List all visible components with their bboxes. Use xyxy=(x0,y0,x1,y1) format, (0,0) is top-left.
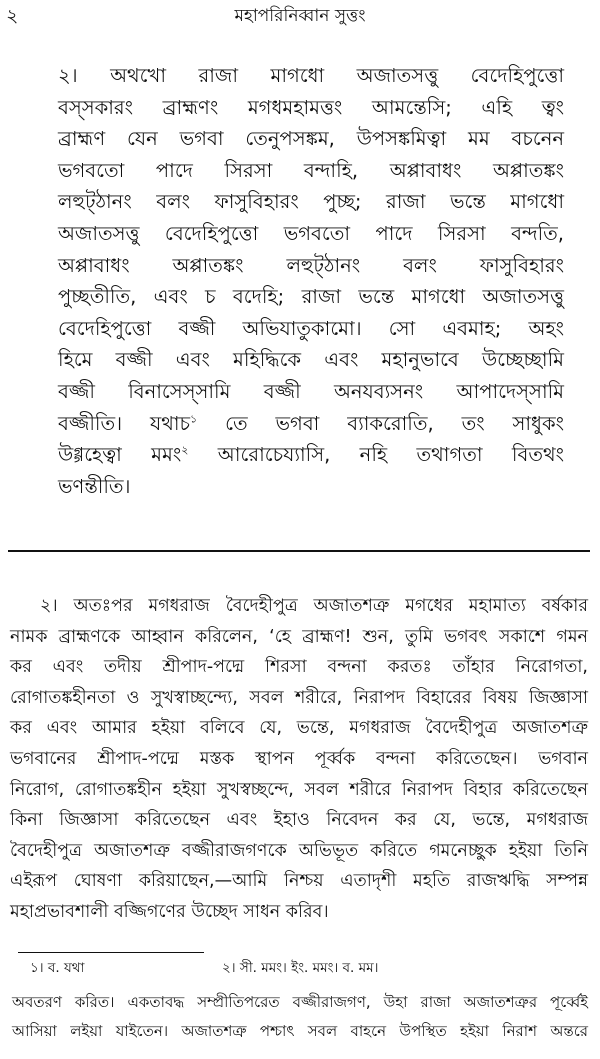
pali-line-with-footnote-1 xyxy=(58,408,564,440)
pali-line: পুচ্ছতীতি, এবং চ বদেহি; রাজা ভন্তে মাগধো অজাতসত্তু xyxy=(58,285,564,309)
pali-line: হিমে বজ্জী এবং মহিদ্ধিকে এবং মহানুভাবে উচ্ছেচ্ছামি xyxy=(58,348,564,372)
note-line: অবতরণ করিত। একতাবদ্ধ সম্প্রীতিপরেত বজ্জীরাজগণ, উহা রাজা অজাতশত্রুর পূর্ব্বেই xyxy=(12,993,588,1011)
bengali-line: বৈদেহীপুত্র অজাতশত্রু বজ্জীরাজগণকে অভিভূত করিতে গমনেচ্ছুক হইয়া তিনি xyxy=(10,840,588,861)
pali-text: আরোচেয্যাসি, নহি তথাগতা বিতথং xyxy=(188,443,564,467)
bengali-line: কর এবং আমার হইয়া বলিবে যে, ভন্তে, মগধরাজ বৈদেহীপুত্র অজাতশত্রু xyxy=(10,718,588,739)
bengali-line: নিরোগ, রোগাতঙ্কহীন হইয়া সুখস্বচ্ছন্দে, সবল শরীরে নিরাপদ বিহার করিতেছেন xyxy=(10,779,588,800)
pali-line: অজাতসত্তু বেদেহিপুত্তো ভগবতো পাদে সিরসা বন্দতি, xyxy=(58,221,564,245)
bengali-line: মহাপ্রভাবশালী বজ্জিগণের উচ্ছেদ সাধন করিব। xyxy=(10,901,329,922)
footnote-marker-1: ১ xyxy=(190,412,198,426)
bengali-line: নামক ব্রাহ্মণকে আহ্বান করিলেন, ‘হে ব্রাহ্মণ! শুন, তুমি ভগবৎ সকাশে গমন xyxy=(10,626,588,647)
footnote-2: ২। সী. মমং। ইং. মমং। ব. মম। xyxy=(222,960,379,976)
bengali-line: কর এবং তদীয় শ্রীপাদ-পদ্মে শিরসা বন্দনা করতঃ তাঁহার নিরোগতা, xyxy=(10,657,588,678)
pali-line: লহুট্ঠানং বলং ফাসুবিহারং পুচ্ছ; রাজা ভন্তে মাগধো xyxy=(58,190,564,214)
pali-text: উগ্গহেত্বা মমং xyxy=(58,443,182,467)
page-number: ২ xyxy=(6,5,19,27)
bengali-line: রোগাতঙ্কহীনতা ও সুখস্বাচ্ছন্দ্যে, সবল শরীরে, নিরাপদ বিহারের বিষয় জিজ্ঞাসা xyxy=(10,687,588,708)
pali-verse-block xyxy=(58,60,564,502)
pali-line: বজ্জী বিনাসেস্সামি বজ্জী অনযব্যসনং আপাদেস্সামি xyxy=(58,379,564,403)
continued-note-block xyxy=(12,988,588,1046)
bengali-line: ২। অতঃপর মগধরাজ বৈদেহীপুত্র অজাতশত্রু মগধের মহামাত্য বর্ষকার xyxy=(40,596,588,616)
pali-text: তে ভগবা ব্যাকরোতি, তং সাধুকং xyxy=(197,411,564,435)
pali-line: বেদেহিপুত্তো বজ্জী অভিযাতুকামো। সো এবমাহ; অহং xyxy=(58,316,564,340)
pali-line-with-footnote-2 xyxy=(58,439,564,471)
running-title: মহাপরিনিব্বান সুত্তং xyxy=(234,6,366,26)
pali-line: ২। অথখো রাজা মাগধো অজাতসত্তু বেদেহিপুত্তো xyxy=(58,64,564,87)
pali-line: অপ্পাবাধং অপ্পাতঙ্কং লহুট্ঠানং বলং ফাসুবিহারং xyxy=(58,253,564,277)
pali-line: ভণন্তীতি। xyxy=(58,474,131,498)
note-line: আসিয়া লইয়া যাইতেন। অজাতশত্রু পশ্চাৎ সবল বাহনে উপস্থিত হইয়া নিরাশ অন্তরে xyxy=(12,1022,588,1040)
bengali-line: কিনা জিজ্ঞাসা করিতেছেন এবং ইহাও নিবেদন কর যে, ভন্তে, মগধরাজ xyxy=(10,810,588,831)
bengali-line: ভগবানের শ্রীপাদ-পদ্মে মস্তক স্থাপন পূর্ব্বক বন্দনা করিতেছেন। ভগবান xyxy=(10,748,588,769)
footnote-marker-2: ২ xyxy=(181,443,189,457)
bengali-translation-block xyxy=(10,591,588,928)
section-divider xyxy=(8,550,590,552)
pali-line: ভগবতো পাদে সিরসা বন্দাহি, অপ্পাবাধং অপ্পাতঙ্কং xyxy=(58,158,564,182)
footnote-rule xyxy=(18,952,204,953)
bengali-line: এইরূপ ঘোষণা করিয়াছেন,—আমি নিশ্চয় এতাদৃশী মহতি রাজঋদ্ধি সম্পন্ন xyxy=(10,871,588,892)
pali-line: বস্সকারং ব্রাহ্মণং মগধমহামত্তং আমন্তেসি; এহি ত্বং xyxy=(58,95,564,119)
footnote-1: ১। ব. যথা xyxy=(30,960,85,976)
pali-line: ব্রাহ্মণ যেন ভগবা তেনুপসঙ্কম, উপসঙ্কমিত্বা মম বচনেন xyxy=(58,127,564,151)
pali-text: বজ্জীতি। যথাচ xyxy=(58,411,191,435)
